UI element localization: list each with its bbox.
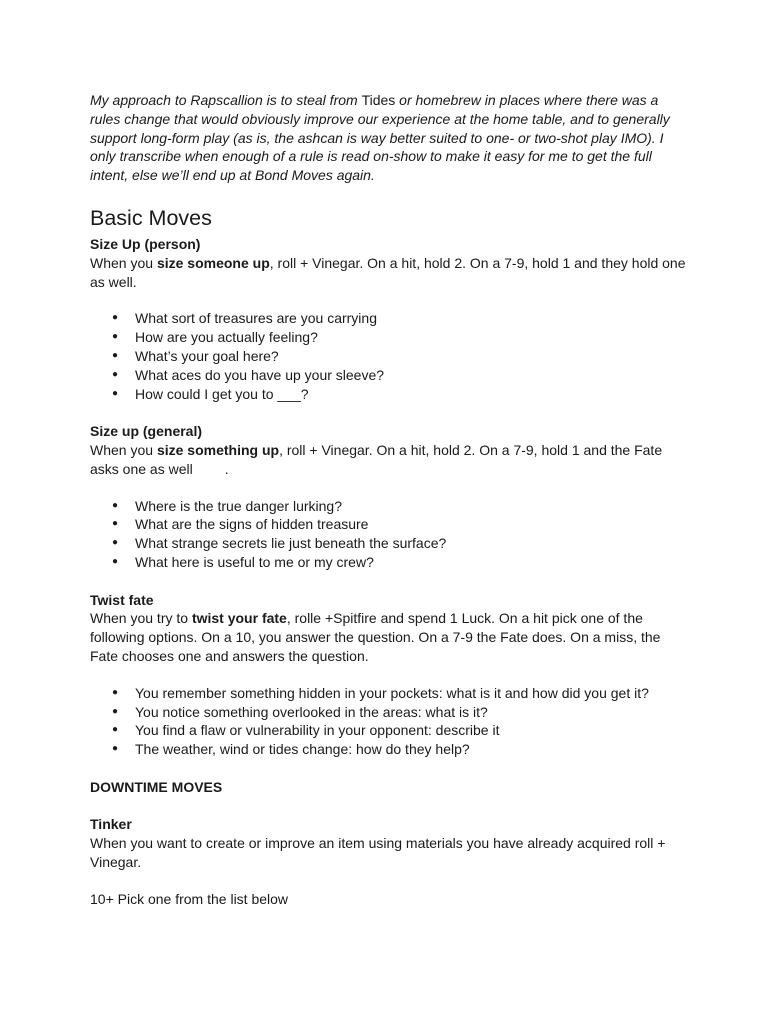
list-item-text: You find a flaw or vulnerability in your opponent: describe it	[135, 722, 500, 739]
move-text-size-up-person	[90, 254, 690, 292]
bullet-icon: ●	[112, 387, 119, 399]
bullet-icon: ●	[112, 331, 119, 343]
list-item-text: What are the signs of hidden treasure	[135, 516, 369, 533]
bullet-icon: ●	[112, 743, 119, 755]
intro-text-2: or homebrew in places where there was a rules change that would obviously improve our experience at the home table, and to generally support long-form play (as is, the ashcan is way better suited to one- or two-shot play IMO). I only transcribe when enough of a rule is read on-show to make it easy for me to get the full intent, else we’ll end up at Bond Moves again.	[90, 92, 670, 184]
spacer	[90, 872, 690, 891]
list-size-up-general	[90, 497, 690, 572]
spacer	[90, 403, 690, 422]
text-segment: When you	[90, 441, 157, 458]
bullet-icon: ●	[112, 312, 119, 324]
move-title-size-up-general: Size up (general)	[90, 423, 203, 440]
move-title-size-up-person: Size Up (person)	[90, 235, 201, 252]
list-item	[90, 328, 690, 347]
bullet-icon: ●	[112, 705, 119, 717]
document-page	[90, 91, 690, 909]
list-item-text: You remember something hidden in your pockets: what is it and how did you get it?	[135, 684, 649, 701]
bold-trigger: size something up	[156, 441, 280, 458]
heading-downtime-moves: DOWNTIME MOVES	[90, 778, 223, 795]
list-item	[90, 534, 690, 553]
list-item	[90, 309, 690, 328]
list-item	[90, 497, 690, 516]
bullet-icon: ●	[112, 555, 119, 567]
intro-paragraph	[90, 91, 690, 185]
text-segment: , roll + Vinegar. On a hit, hold 2. On a 7-9, hold 1 and the Fate asks one as well	[90, 441, 663, 477]
text-segment: .	[224, 460, 229, 477]
text-segment: , roll + Vinegar. On a hit, hold 2. On a 7-9, hold 1 and they hold one as well.	[90, 254, 686, 290]
bullet-icon: ●	[112, 368, 119, 380]
list-item-text: What aces do you have up your sleeve?	[135, 366, 385, 383]
list-item-text: What strange secrets lie just beneath the surface?	[135, 535, 447, 552]
bullet-icon: ●	[112, 537, 119, 549]
list-item-text: How could I get you to ___?	[135, 385, 309, 402]
bullet-icon: ●	[112, 724, 119, 736]
list-item-text: What sort of treasures are you carrying	[135, 310, 377, 327]
list-size-up-person	[90, 309, 690, 403]
bold-trigger: twist your fate	[191, 610, 287, 627]
move-title-twist-fate: Twist fate	[90, 591, 154, 608]
list-item-text: Where is the true danger lurking?	[135, 497, 342, 514]
intro-tides: Tides	[361, 92, 396, 108]
move-text-size-up-general	[90, 441, 690, 479]
bullet-icon: ●	[112, 499, 119, 511]
move-text-twist-fate	[90, 609, 690, 665]
text-segment: When you	[90, 254, 157, 271]
list-item	[90, 515, 690, 534]
bullet-icon: ●	[112, 518, 119, 530]
text-segment: When you try to	[90, 610, 192, 627]
spacer	[90, 572, 690, 591]
spacer	[90, 759, 690, 778]
list-item	[90, 385, 690, 404]
list-item-text: How are you actually feeling?	[135, 329, 318, 346]
bullet-icon: ●	[112, 349, 119, 361]
list-item-text: You notice something overlooked in the areas: what is it?	[135, 703, 488, 720]
list-item	[90, 703, 690, 722]
bullet-icon: ●	[112, 686, 119, 698]
text-segment: , rolle +Spitfire and spend 1 Luck. On a hit pick one of the following options. On a 10, you answer the question. On a 7-9 the Fate does. On a miss, the Fate chooses one and answers the question.	[90, 610, 661, 664]
list-item-text: What’s your goal here?	[135, 347, 279, 364]
move-text-tinker: When you want to create or improve an item using materials you have already acquired roll + Vinegar.	[90, 835, 666, 870]
heading-basic-moves: Basic Moves	[90, 205, 212, 230]
list-item	[90, 721, 690, 740]
tinker-result-10-plus: 10+ Pick one from the list below	[90, 891, 289, 908]
list-item	[90, 553, 690, 572]
move-title-tinker: Tinker	[90, 816, 132, 833]
list-item	[90, 347, 690, 366]
list-item	[90, 740, 690, 759]
spacer	[90, 797, 690, 816]
list-item	[90, 366, 690, 385]
intro-text-1: My approach to Rapscallion is to steal from	[90, 92, 362, 108]
bold-trigger: size someone up	[156, 254, 270, 271]
list-item-text: The weather, wind or tides change: how do they help?	[135, 741, 470, 758]
list-item-text: What here is useful to me or my crew?	[135, 553, 374, 570]
list-twist-fate	[90, 684, 690, 759]
list-item	[90, 684, 690, 703]
